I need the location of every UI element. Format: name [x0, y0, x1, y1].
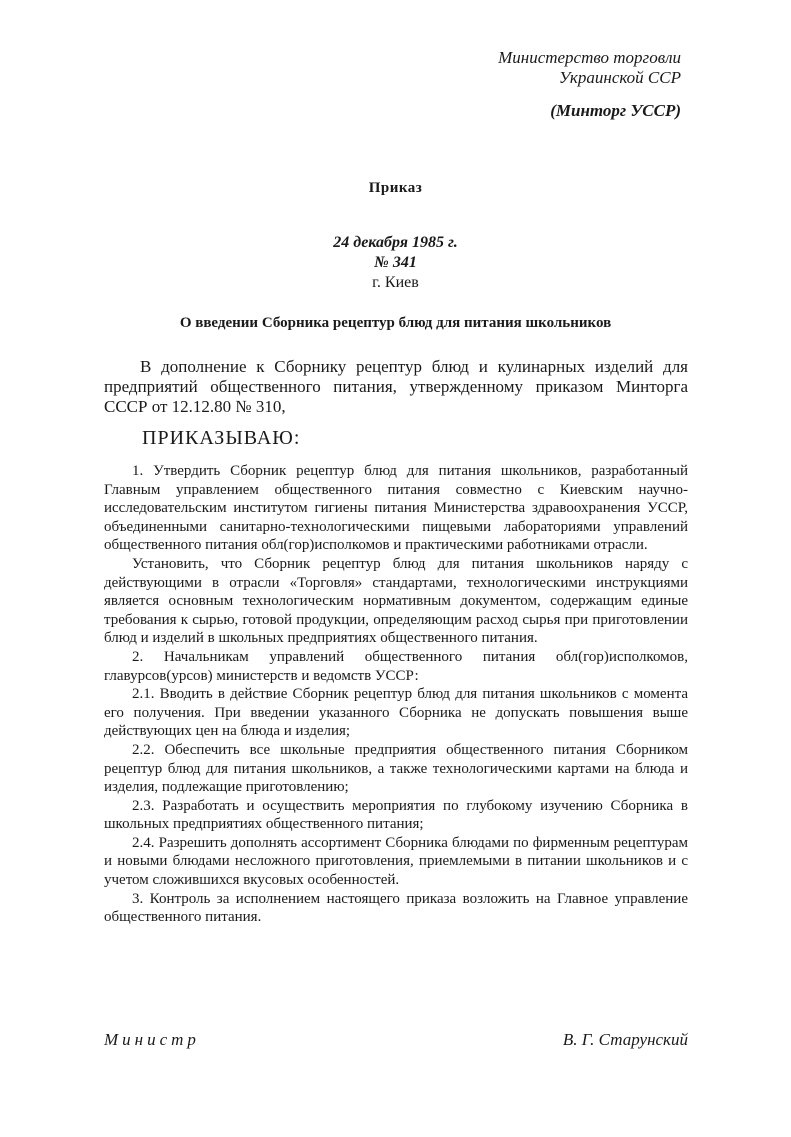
paragraph-2-4: 2.4. Разрешить дополнять ассортимент Сборника блюдами по фирменным рецептурам и новыми блюдами несложного приготовления, приемлемыми в питании школьников и с учетом сложившихся вкусовых особенностей. — [104, 834, 688, 889]
order-number: № 341 — [374, 254, 417, 271]
order-body — [104, 462, 688, 927]
order-city: г. Киев — [372, 274, 419, 291]
ministry-abbreviation: (Минторг УССР) — [550, 101, 681, 120]
ministry-name-line1: Министерство торговли — [498, 48, 681, 67]
preamble — [104, 357, 688, 417]
paragraph-3: 3. Контроль за исполнением настоящего приказа возложить на Главное управление общественного питания. — [104, 890, 688, 926]
paragraph-2-1: 2.1. Вводить в действие Сборник рецептур блюд для питания школьников с момента его получения. При введении указанного Сборника не допускать повышения выше действующих цен на блюда и изделия; — [104, 686, 688, 740]
ministry-name-line2: Украинской ССР — [558, 68, 681, 87]
paragraph-2: 2. Начальникам управлений общественного питания обл(гор)исполкомов, главурсов(урсов) министерств и ведомств УССР: — [104, 648, 688, 684]
order-date: 24 декабря 1985 г. — [333, 234, 458, 251]
preamble-text: В дополнение к Сборнику рецептур блюд и кулинарных изделий для предприятий общественного питания, утвержденному приказом Минторга СССР от 12.12.80 № 310, — [104, 357, 688, 416]
paragraph-1: 1. Утвердить Сборник рецептур блюд для питания школьников, разработанный Главным управлением общественного питания совместно с Киевским научно-исследовательским институтом гигиены питания Министерства здравоохранения УССР, объединенными санитарно-технологическими пищевыми лабораториями управлений общественного питания обл(гор)исполкомов и практическими работниками отрасли. — [104, 463, 688, 554]
order-meta — [0, 233, 791, 293]
decree-word: ПРИКАЗЫВАЮ: — [142, 427, 301, 449]
paragraph-2-2: 2.2. Обеспечить все школьные предприятия общественного питания Сборником рецептур блюд для питания школьников, а также технологическими картами на блюда и изделия, подлежащие приготовлению; — [104, 741, 688, 796]
ministry-header — [498, 48, 681, 88]
signatory-name: В. Г. Старунский — [562, 1030, 688, 1049]
order-subject: О введении Сборника рецептур блюд для питания школьников — [179, 315, 612, 331]
order-title: Приказ — [368, 180, 423, 196]
paragraph-2-3: 2.3. Разработать и осуществить мероприятия по глубокому изучению Сборника в школьных предприятиях общественного питания; — [104, 797, 688, 833]
signatory-role: Министр — [104, 1030, 200, 1049]
paragraph-1-establish: Установить, что Сборник рецептур блюд для питания школьников наряду с действующими в отрасли «Торговля» стандартами, технологическими инструкциями является основным технологическим нормативным документом, содержащим единые требования к сырью, готовой продукции, определяющим расход сырья при приготовлении блюд и изделий в школьных предприятиях общественного питания. — [104, 555, 688, 647]
